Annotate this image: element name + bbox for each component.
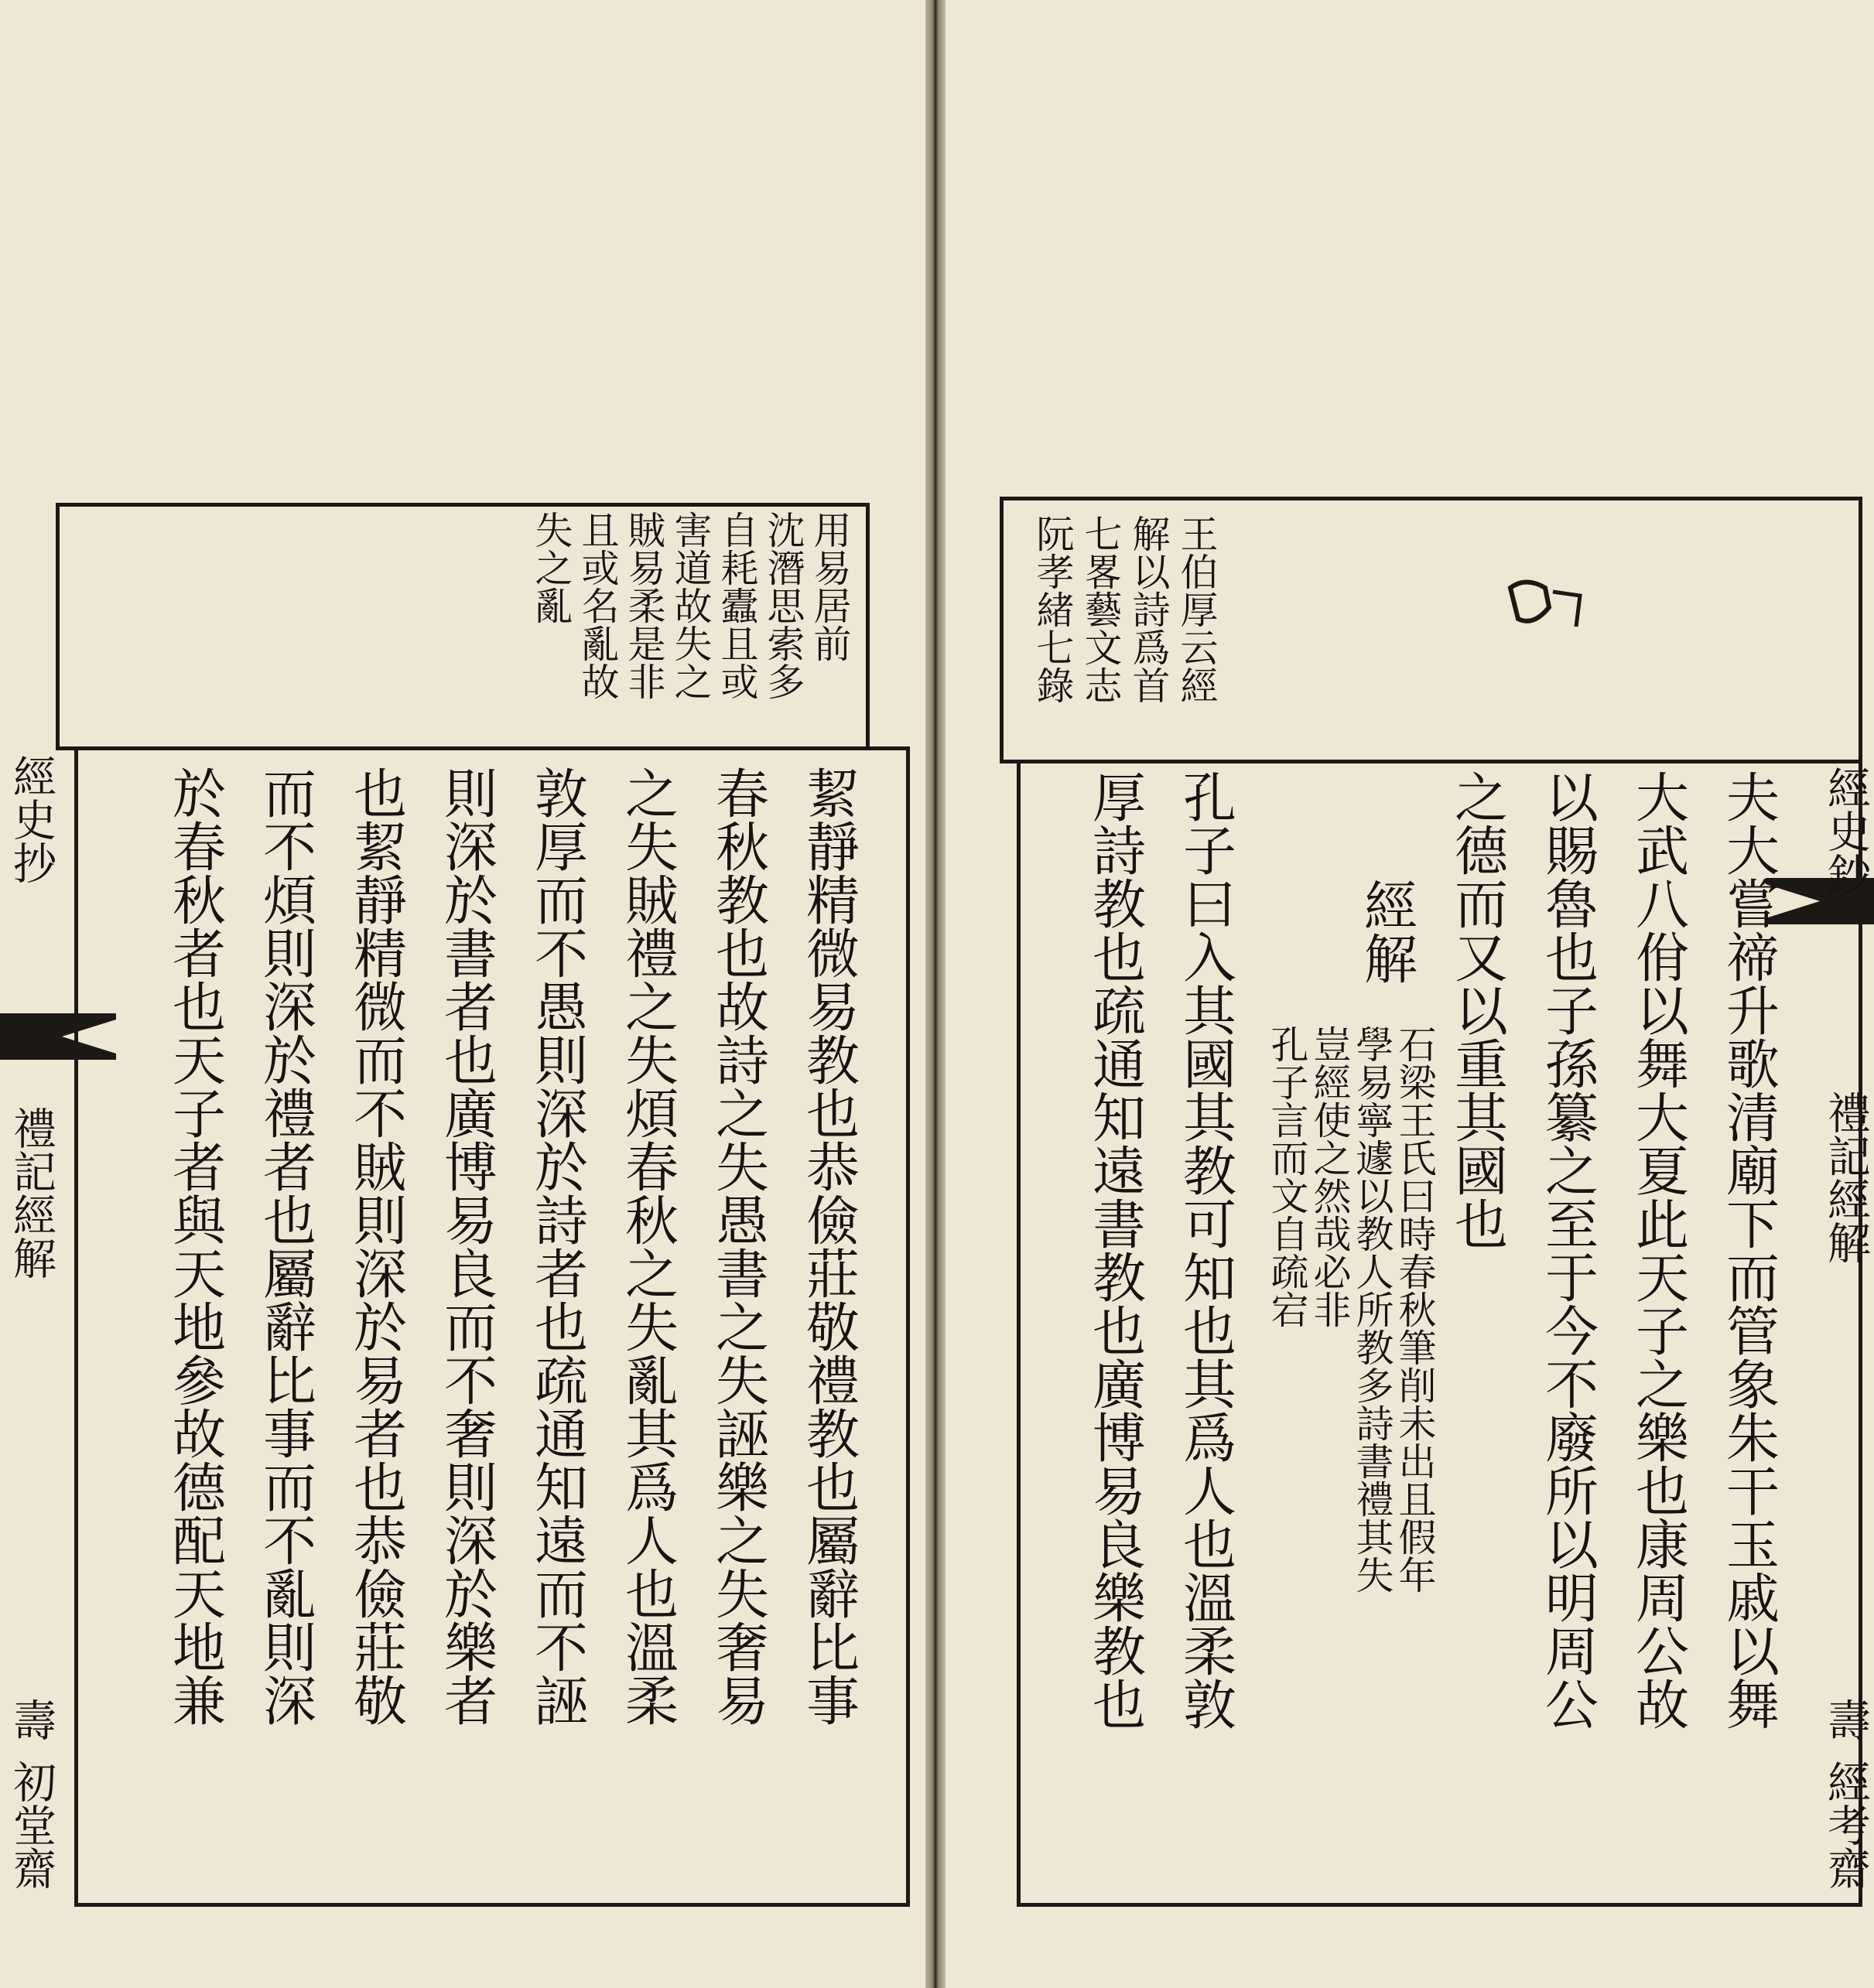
- main-text-column: 以賜魯也子孫纂之至于今不廢所以明周公: [1536, 770, 1598, 1730]
- main-text-column: 則深於書者也廣博易良而不奢則深於樂者: [435, 766, 497, 1727]
- headnote-column: 賊易柔是非: [622, 511, 666, 700]
- commentary-column: 孔子言而文自疏宕: [1265, 1025, 1309, 1328]
- chapter-title: 經解: [1355, 878, 1417, 985]
- main-text-column: 厚詩教也疏通知遠書教也廣博易良樂教也: [1083, 770, 1145, 1730]
- main-text-column: 春秋教也故詩之失愚書之失誣樂之失奢易: [706, 766, 768, 1727]
- margin-book-title: 經史鈔: [1821, 766, 1871, 896]
- margin-publisher-b: 經考齋: [1821, 1760, 1871, 1890]
- main-text-column: 也絜靜精微而不賊則深於易者也恭儉莊敬: [344, 766, 406, 1727]
- headnote-column: 用易居前: [808, 511, 852, 662]
- main-text-column: 絜靜精微易教也恭儉莊敬禮教也屬辭比事: [797, 766, 859, 1727]
- headnote-column: 七畧藝文志: [1079, 514, 1123, 704]
- headnote-column: 害道故失之: [669, 511, 713, 700]
- main-text-column: 敦厚而不愚則深於詩者也疏通知遠而不誣: [525, 766, 587, 1727]
- margin-section-label: 禮記經解: [6, 1106, 56, 1279]
- fish-tail-ornament: [0, 1013, 116, 1060]
- main-text-column: 之失賊禮之失煩春秋之失亂其爲人也溫柔: [616, 766, 678, 1727]
- margin-publisher-a: 壽: [1821, 1698, 1871, 1741]
- commentary-column: 學易寧遽以教人所教多詩書禮其失: [1350, 1025, 1394, 1593]
- margin-section-label: 禮記經解: [1821, 1091, 1871, 1264]
- main-text-column: 孔子曰入其國其教可知也其爲人也溫柔敦: [1174, 770, 1236, 1730]
- margin-book-title: 經史抄: [6, 754, 56, 884]
- book-gutter: [925, 0, 946, 1988]
- headnote-column: 沈潛思索多: [761, 511, 805, 700]
- margin-publisher-a: 壽: [6, 1698, 56, 1741]
- headnote-column: 解以詩爲首: [1127, 514, 1171, 704]
- headnote-column: 阮孝緒七錄: [1031, 514, 1075, 704]
- main-text-column: 之德而又以重其國也: [1445, 770, 1507, 1250]
- main-text-column: 夫大嘗禘升歌清廟下而管象朱干玉戚以舞: [1717, 770, 1779, 1730]
- margin-publisher-b: 初堂齋: [6, 1760, 56, 1890]
- headnote-column: 且或名亂故: [576, 511, 620, 700]
- main-text-column: 而不煩則深於禮者也屬辭比事而不亂則深: [254, 766, 316, 1727]
- commentary-column: 石梁王氏曰時春秋筆削未出且假年: [1393, 1025, 1437, 1593]
- seal-mark: [1503, 572, 1588, 642]
- headnote-column: 失之亂: [529, 511, 573, 624]
- headnote-column: 自耗蠹且或: [715, 511, 759, 700]
- commentary-column: 豈經使之然哉必非: [1308, 1025, 1352, 1328]
- main-text-column: 於春秋者也天子者與天地參故德配天地兼: [163, 766, 225, 1727]
- right-page: [946, 0, 1874, 1988]
- left-page: [0, 0, 925, 1988]
- main-text-column: 大武八佾以舞大夏此天子之樂也康周公故: [1626, 770, 1688, 1730]
- headnote-column: 王伯厚云經: [1175, 514, 1219, 704]
